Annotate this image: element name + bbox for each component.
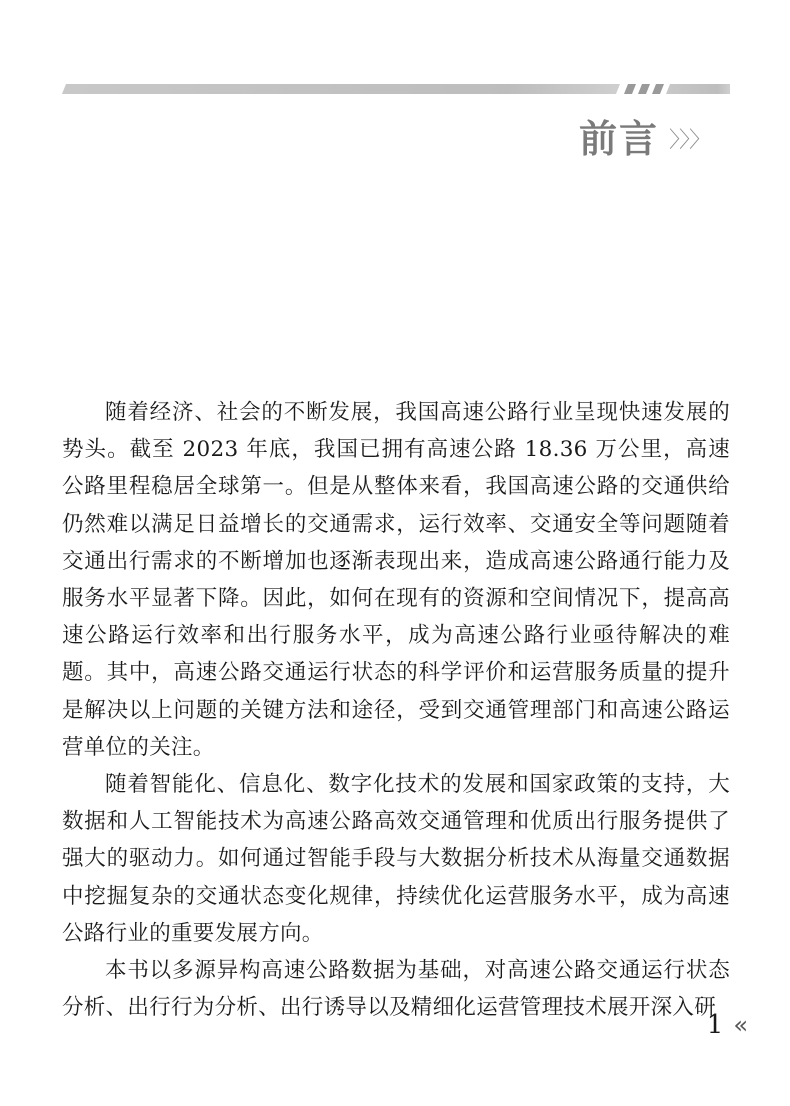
page-title: 前言: [578, 117, 659, 161]
paragraph-1: 随着经济、社会的不断发展，我国高速公路行业呈现快速发展的势头。截至 2023 年底，我国已拥有高速公路 18.36 万公里，高速公路里程稳居全球第一。但是从整体来看，我国高速公路的交通供给仍然难以满足日益增长的交通需求，运行效率、交通安全等问题随着交通出行需求的不断增加也逐渐表现出来，造成高速公路通行能力及服务水平显著下降。因此，如何在现有的资源和空间情况下，提高高速公路运行效率和出行服务水平，成为高速公路行业亟待解决的难题。其中，高速公路交通运行状态的科学评价和运营服务质量的提升是解决以上问题的关键方法和途径，受到交通管理部门和高速公路运营单位的关注。: [62, 400, 730, 760]
header-decorative-band: [62, 84, 730, 94]
chapter-heading: [579, 108, 710, 163]
chevron-right-icon: 〉〉〉: [668, 128, 710, 153]
paragraph-2: 随着智能化、信息化、数字化技术的发展和国家政策的支持，大数据和人工智能技术为高速公路高效交通管理和优质出行服务提供了强大的驱动力。如何通过智能手段与大数据分析技术从海量交通数据中挖掘复杂的交通状态变化规律，持续优化运营服务水平，成为高速公路行业的重要发展方向。: [62, 772, 730, 946]
page-number: 1: [706, 1010, 724, 1040]
page-footer: [707, 1010, 748, 1040]
header-band-graphic: [62, 84, 730, 94]
preface-body: [62, 394, 730, 1026]
double-chevron-left-icon: «: [733, 1011, 748, 1039]
paragraph-3: 本书以多源异构高速公路数据为基础，对高速公路交通运行状态分析、出行行为分析、出行诱导以及精细化运营管理技术展开深入研: [62, 958, 730, 1021]
